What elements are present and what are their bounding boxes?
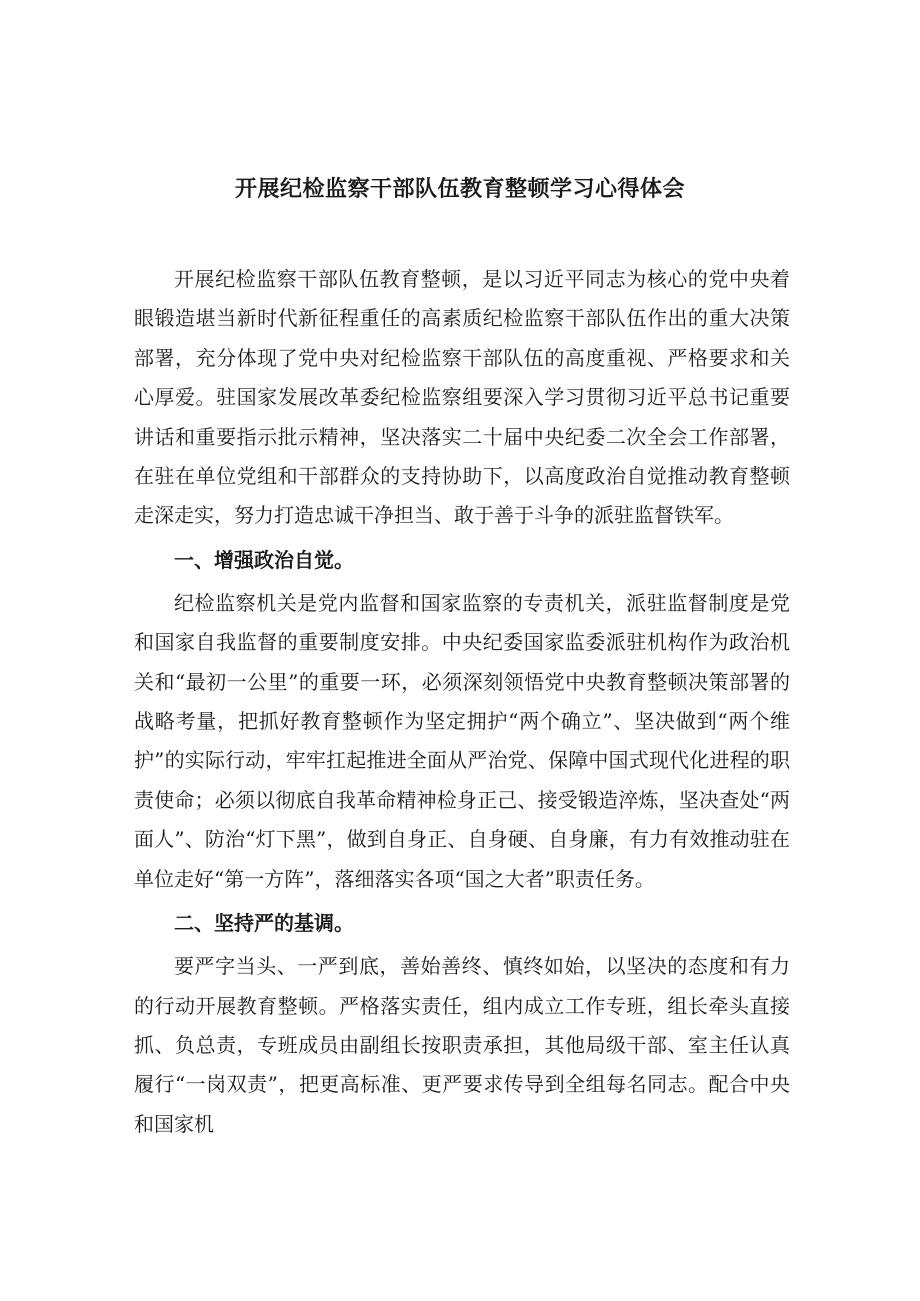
section-heading: 一、增强政治自觉。 xyxy=(174,547,354,572)
document-body xyxy=(134,260,790,1144)
document-title: 开展纪检监察干部队伍教育整顿学习心得体会 xyxy=(234,177,685,202)
body-paragraph: 开展纪检监察干部队伍教育整顿，是以习近平同志为核心的党中央着眼锻造堪当新时代新征程重任的高素质纪检监察干部队伍作出的重大决策部署，充分体现了党中央对纪检监察干部队伍的高度重视、严格要求和关心厚爱。驻国家发展改革委纪检监察组要深入学习贯彻习近平总书记重要讲话和重要指示批示精神，坚决落实二十届中央纪委二次全会工作部署，在驻在单位党组和干部群众的支持协助下，以高度政治自觉推动教育整顿走深走实，努力打造忠诚干净担当、敢于善于斗争的派驻监督铁军。 xyxy=(134,267,790,528)
body-paragraph: 纪检监察机关是党内监督和国家监察的专责机关，派驻监督制度是党和国家自我监督的重要制度安排。中央纪委国家监委派驻机构作为政治机关和“最初一公里”的重要一环，必须深刻领悟党中央教育整顿决策部署的战略考量，把抓好教育整顿作为坚定拥护“两个确立”、坚决做到“两个维护”的实际行动，牢牢扛起推进全面从严治党、保障中国式现代化进程的职责使命；必须以彻底自我革命精神检身正己、接受锻造淬炼，坚决查处“两面人”、防治“灯下黑”，做到自身正、自身硬、自身廉，有力有效推动驻在单位走好“第一方阵”，落细落实各项“国之大者”职责任务。 xyxy=(134,590,790,891)
body-paragraph: 要严字当头、一严到底，善始善终、慎终如始，以坚决的态度和有力的行动开展教育整顿。严格落实责任，组内成立工作专班，组长牵头直接抓、负总责，专班成员由副组长按职责承担，其他局级干部、室主任认真履行“一岗双责”，把更高标准、更严要求传导到全组每名同志。配合中央和国家机 xyxy=(134,954,790,1136)
section-heading: 二、坚持严的基调。 xyxy=(174,911,354,936)
